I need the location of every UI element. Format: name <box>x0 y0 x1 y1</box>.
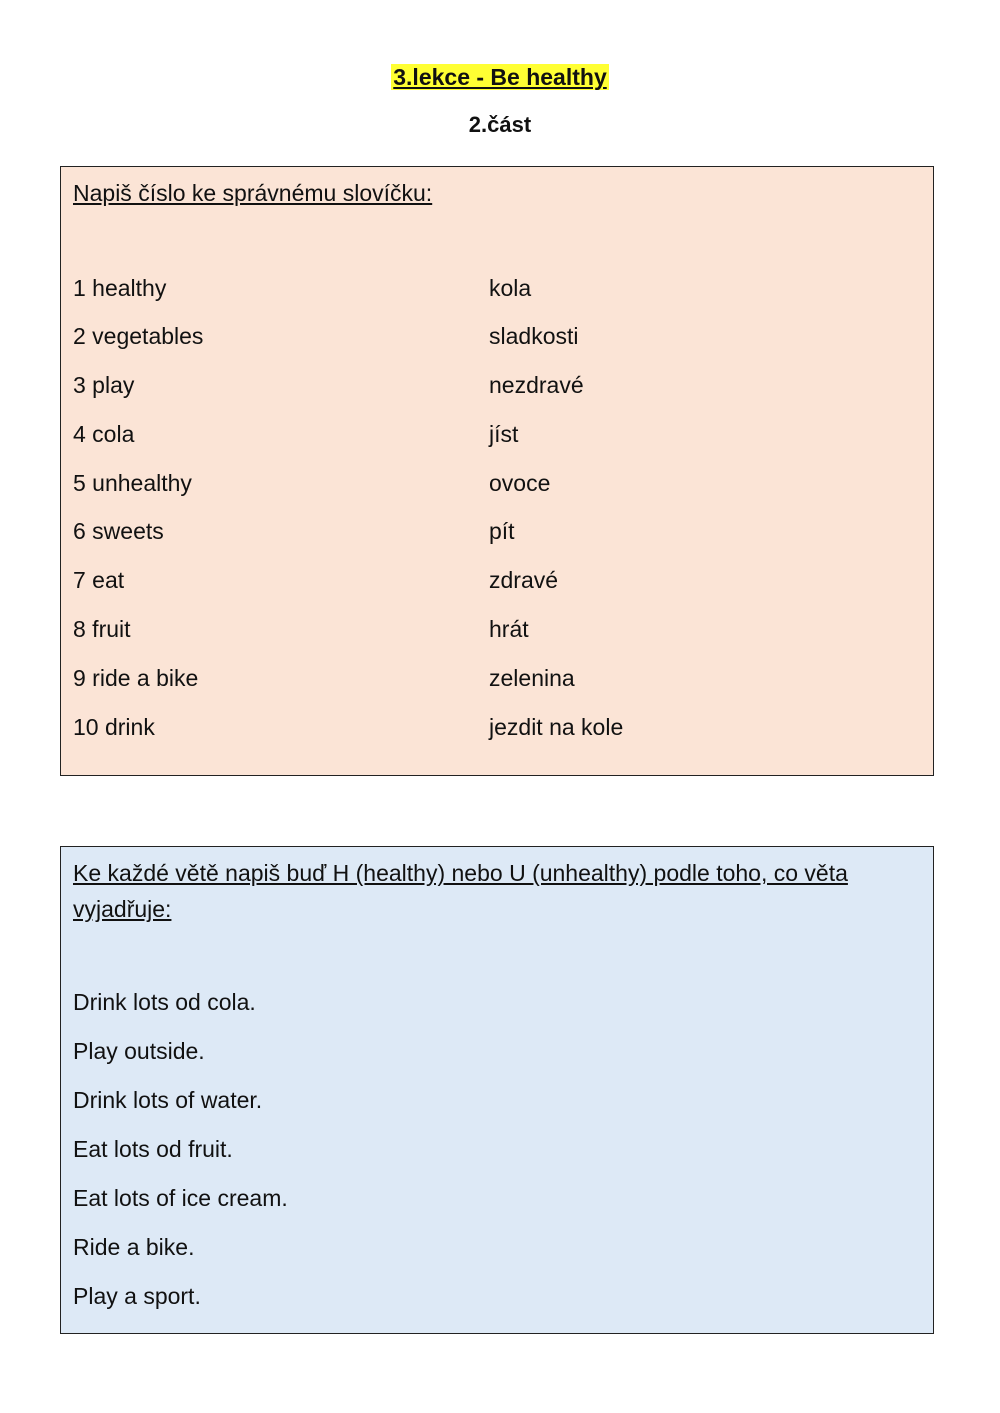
vocab-row <box>73 319 921 353</box>
title-highlight: 3.lekce - Be healthy <box>393 64 607 90</box>
vocab-english: 5 unhealthy <box>73 470 192 496</box>
page-subtitle: 2.část <box>468 112 532 137</box>
vocab-row <box>73 368 921 402</box>
vocab-czech: jezdit na kole <box>489 714 624 740</box>
vocab-czech: pít <box>489 518 515 544</box>
vocab-english: 7 eat <box>73 567 125 593</box>
page-title <box>0 60 1000 94</box>
sentence-item: Eat lots of ice cream. <box>73 1185 288 1211</box>
healthy-unhealthy-box <box>60 846 934 1334</box>
sentence-item: Play outside. <box>73 1038 205 1064</box>
vocab-row <box>73 271 921 305</box>
vocab-czech: kola <box>489 275 532 301</box>
vocab-row <box>73 466 921 500</box>
sentence-item: Drink lots of water. <box>73 1087 263 1113</box>
vocab-english: 6 sweets <box>73 518 164 544</box>
vocabulary-matching-box <box>60 166 934 776</box>
vocab-row <box>73 514 921 548</box>
vocab-czech: hrát <box>489 616 529 642</box>
vocab-english: 8 fruit <box>73 616 131 642</box>
vocab-english: 2 vegetables <box>73 323 204 349</box>
vocab-czech: ovoce <box>489 470 551 496</box>
vocab-english: 3 play <box>73 372 135 398</box>
vocab-english: 9 ride a bike <box>73 665 199 691</box>
healthy-instruction: Ke každé větě napiš buď H (healthy) nebo U (unhealthy) podle toho, co věta vyjadřuje: <box>73 860 848 922</box>
sentence-item: Drink lots od cola. <box>73 989 256 1015</box>
vocab-czech: sladkosti <box>489 323 579 349</box>
vocab-row <box>73 710 921 744</box>
sentence-item: Eat lots od fruit. <box>73 1136 233 1162</box>
vocab-english: 10 drink <box>73 714 155 740</box>
sentence-item: Ride a bike. <box>73 1234 195 1260</box>
vocab-english: 1 healthy <box>73 275 167 301</box>
vocab-czech: zelenina <box>489 665 575 691</box>
sentence-item: Play a sport. <box>73 1283 201 1309</box>
vocab-row <box>73 612 921 646</box>
vocabulary-instruction: Napiš číslo ke správnému slovíčku: <box>73 180 433 206</box>
vocab-czech: jíst <box>489 421 519 447</box>
vocab-czech: zdravé <box>489 567 559 593</box>
vocab-row <box>73 661 921 695</box>
vocab-english: 4 cola <box>73 421 135 447</box>
vocab-row <box>73 417 921 451</box>
vocab-row <box>73 563 921 597</box>
vocab-czech: nezdravé <box>489 372 584 398</box>
